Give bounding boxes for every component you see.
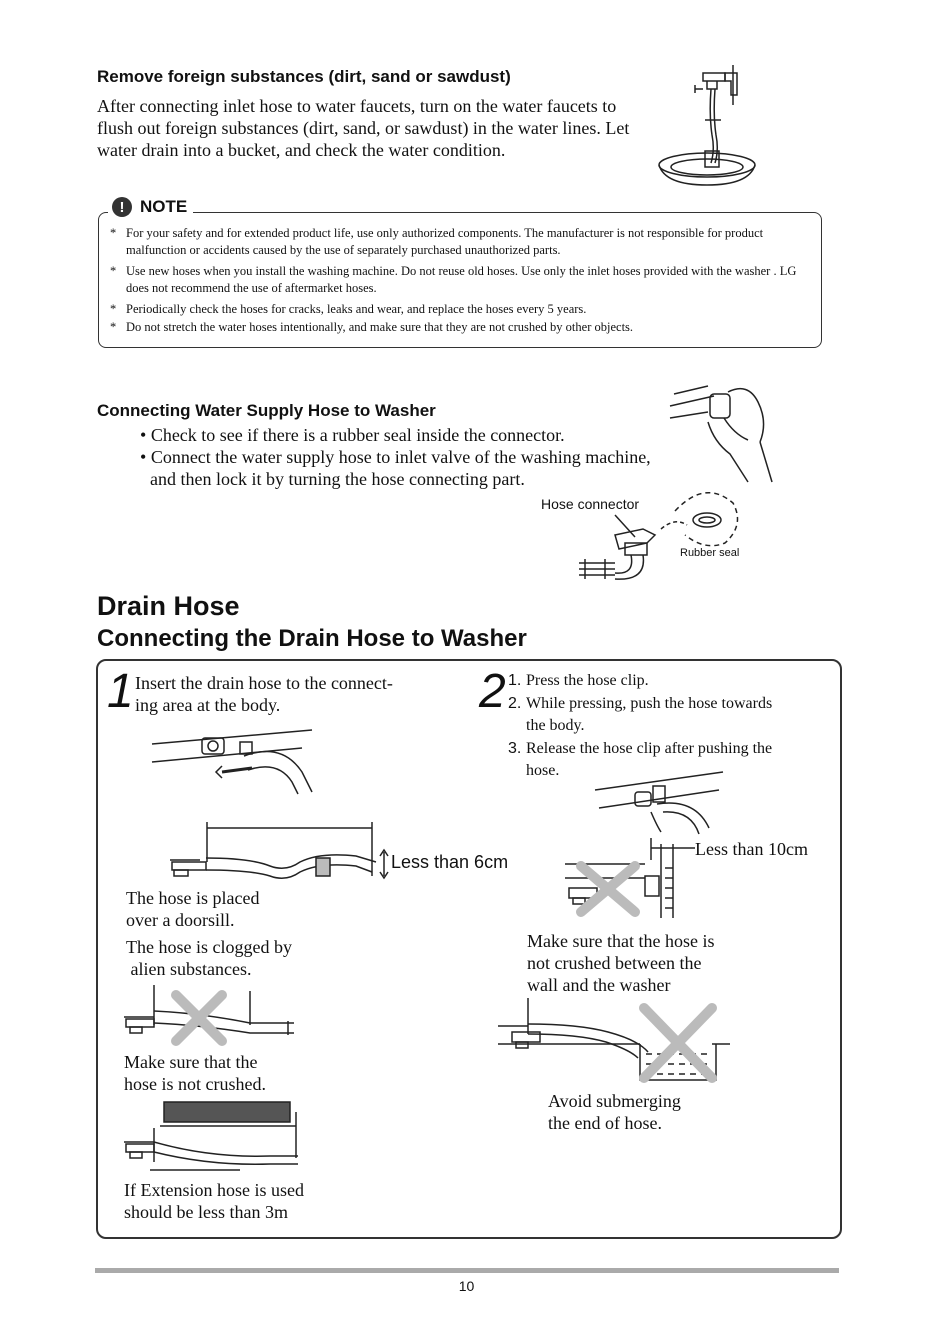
submerge-illustration <box>498 998 738 1088</box>
clogged-hose-illustration <box>120 985 300 1055</box>
remove-line-2: flush out foreign substances (dirt, sand, or sawdust) in the water lines. Let <box>97 118 630 138</box>
step1-insert-illustration <box>152 722 332 792</box>
label-less-than-6cm: Less than 6cm <box>391 852 509 872</box>
caption-not-crushed: Make sure that the hose is not crushed. <box>124 1052 266 1094</box>
crushed-hose-illustration <box>120 1098 310 1178</box>
supply-line-1: • Check to see if there is a rubber seal inside the connector. <box>140 425 565 445</box>
note-item: * Do not stretch the water hoses intentionally, and make sure that they are not crushed by other objects. <box>110 320 634 334</box>
step-2-list: 1. Press the hose clip. 2. While pressing, push the hose towards the body. 3. Release the hose clip after pushing the hose. <box>508 670 808 783</box>
hose-connector-illustration <box>575 485 745 585</box>
caption-wall: Make sure that the hose is not crushed between the wall and the washer <box>527 931 715 995</box>
faucet-bucket-illustration <box>655 55 775 190</box>
step-2-item: 2. While pressing, push the hose towards <box>508 694 773 712</box>
label-hose-connector: Hose connector <box>541 496 640 512</box>
exclamation-icon: ! <box>112 197 132 217</box>
footer-rule <box>95 1268 839 1273</box>
caption-clogged: The hose is clogged by alien substances. <box>126 937 292 979</box>
step-2-item: 3. Release the hose clip after pushing the <box>508 739 773 757</box>
label-less-than-10cm: Less than 10cm <box>695 839 808 859</box>
note-item: * Use new hoses when you install the washing machine. Do not reuse old hoses. Use only the inlet hoses provided with the washer . LG does not recommend the use of aftermarket hoses. <box>110 264 797 295</box>
note-title: NOTE <box>140 197 188 216</box>
step-2-number: 2 <box>479 665 506 718</box>
note-item: * Periodically check the hoses for cracks, leaks and wear, and replace the hoses every 5 years. <box>110 302 587 316</box>
supply-line-3: and then lock it by turning the hose connecting part. <box>150 469 525 489</box>
step2-clip-illustration <box>595 768 725 838</box>
step-1-number: 1 <box>107 665 134 718</box>
caption-doorsill: The hose is placed over a doorsill. <box>126 888 260 930</box>
caption-extension: If Extension hose is used should be less than 3m <box>124 1180 304 1222</box>
drain-hose-subtitle: Connecting the Drain Hose to Washer <box>97 625 527 652</box>
page-number: 10 <box>458 1278 475 1294</box>
remove-line-3: water drain into a bucket, and check the water condition. <box>97 140 506 160</box>
note-list <box>110 225 816 340</box>
remove-foreign-text <box>97 95 657 161</box>
note-header <box>108 197 193 217</box>
note-item: * For your safety and for extended product life, use only authorized components. The manufacturer is not responsible for product malfunction or accidents caused by the use of separately purchased unauthorized parts. <box>110 226 764 257</box>
hand-connector-illustration <box>668 382 778 492</box>
supply-hose-text <box>140 424 680 490</box>
remove-line-1: After connecting inlet hose to water faucets, turn on the water faucets to <box>97 96 617 116</box>
section-title-supply-hose: Connecting Water Supply Hose to Washer <box>97 401 436 420</box>
step-2-item: 1. Press the hose clip. <box>508 672 649 689</box>
supply-line-2: • Connect the water supply hose to inlet valve of the washing machine, <box>140 447 651 467</box>
section-title-remove-foreign: Remove foreign substances (dirt, sand or sawdust) <box>97 67 511 86</box>
wall-gap-illustration <box>565 838 705 918</box>
step-1-text: Insert the drain hose to the connect- ing area at the body. <box>135 673 393 715</box>
caption-submerge: Avoid submerging the end of hose. <box>548 1091 681 1133</box>
drain-hose-title: Drain Hose <box>97 591 240 621</box>
label-rubber-seal: Rubber seal <box>680 547 740 559</box>
